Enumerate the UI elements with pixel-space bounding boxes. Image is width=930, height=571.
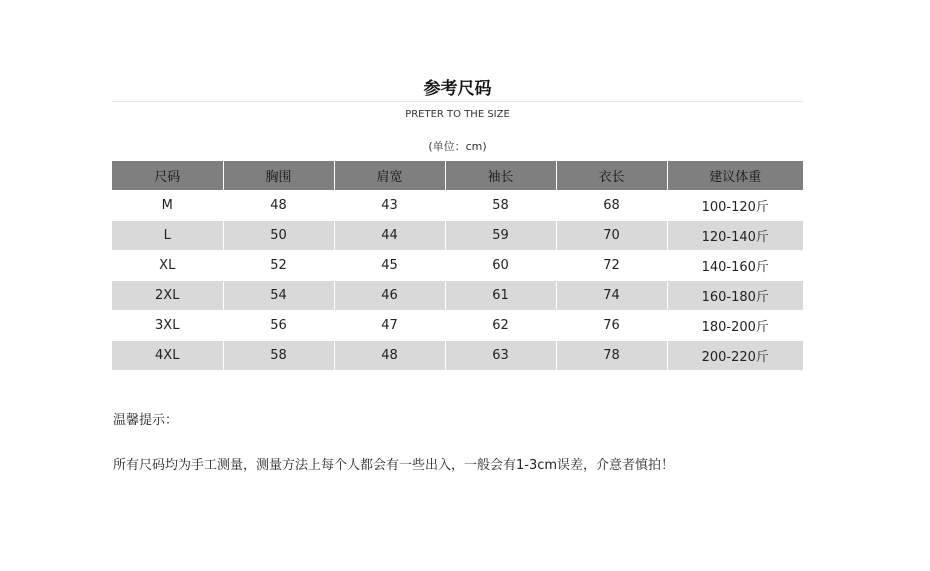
- table-cell: 50: [223, 221, 334, 251]
- table-cell: 47: [334, 311, 445, 341]
- table-header-row: [112, 161, 803, 191]
- header-size: 尺码: [112, 161, 223, 191]
- header-shoulder: 肩宽: [334, 161, 445, 191]
- table-cell: 62: [445, 311, 556, 341]
- unit-label: (单位：cm): [428, 140, 487, 153]
- table-cell: 45: [334, 251, 445, 281]
- table-cell: 70: [556, 221, 667, 251]
- header-length: 衣长: [556, 161, 667, 191]
- table-cell: 58: [223, 341, 334, 371]
- table-cell: 180-200斤: [667, 311, 803, 341]
- header-chest: 胸围: [223, 161, 334, 191]
- table-cell: 76: [556, 311, 667, 341]
- table-row: [112, 251, 803, 281]
- table-cell: 54: [223, 281, 334, 311]
- table-cell: 68: [556, 191, 667, 221]
- table-cell: 60: [445, 251, 556, 281]
- table-cell: 72: [556, 251, 667, 281]
- table-row: [112, 221, 803, 251]
- title-divider: [112, 101, 803, 102]
- header-sleeve: 袖长: [445, 161, 556, 191]
- table-row: [112, 341, 803, 371]
- table-cell: 58: [445, 191, 556, 221]
- table-cell: 100-120斤: [667, 191, 803, 221]
- table-cell: 46: [334, 281, 445, 311]
- table-cell: XL: [112, 251, 223, 281]
- header-weight: 建议体重: [667, 161, 803, 191]
- table-cell: 200-220斤: [667, 341, 803, 371]
- page-subtitle: PRETER TO THE SIZE: [405, 109, 510, 120]
- table-cell: 74: [556, 281, 667, 311]
- table-cell: 78: [556, 341, 667, 371]
- table-cell: 120-140斤: [667, 221, 803, 251]
- size-table: [112, 161, 803, 370]
- table-cell: 48: [223, 191, 334, 221]
- table-row: [112, 311, 803, 341]
- table-cell: 43: [334, 191, 445, 221]
- table-cell: 2XL: [112, 281, 223, 311]
- table-row: [112, 281, 803, 311]
- page-title: 参考尺码: [423, 79, 492, 99]
- notes-title: 温馨提示：: [113, 413, 179, 428]
- table-cell: 3XL: [112, 311, 223, 341]
- table-cell: 59: [445, 221, 556, 251]
- table-cell: 48: [334, 341, 445, 371]
- table-cell: 44: [334, 221, 445, 251]
- table-row: [112, 191, 803, 221]
- notes-body: 所有尺码均为手工测量，测量方法上每个人都会有一些出入，一般会有1-3cm误差，介意者慎拍！: [113, 458, 675, 473]
- table-cell: 4XL: [112, 341, 223, 371]
- table-cell: L: [112, 221, 223, 251]
- table-cell: 160-180斤: [667, 281, 803, 311]
- table-cell: M: [112, 191, 223, 221]
- table-cell: 56: [223, 311, 334, 341]
- table-cell: 61: [445, 281, 556, 311]
- table-cell: 52: [223, 251, 334, 281]
- table-cell: 140-160斤: [667, 251, 803, 281]
- table-cell: 63: [445, 341, 556, 371]
